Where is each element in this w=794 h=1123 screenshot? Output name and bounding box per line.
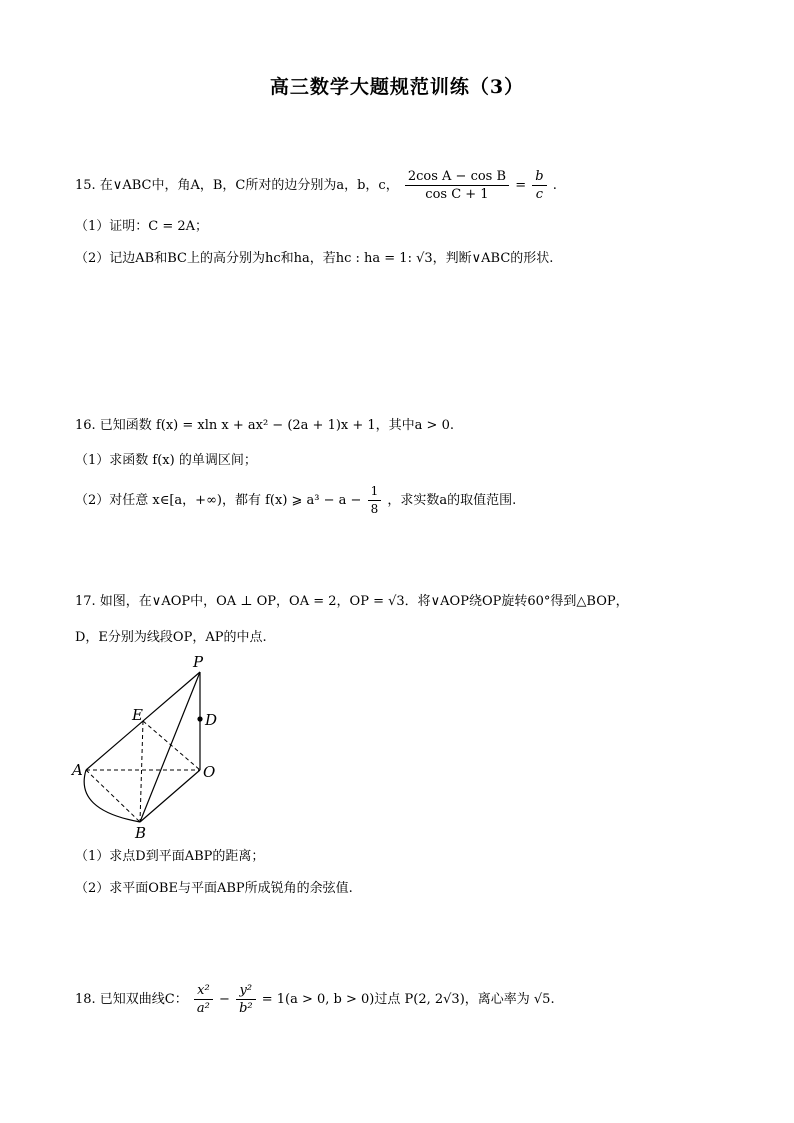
q15-rhs-denominator: c [535, 187, 544, 202]
q16-part2-text: （2）对任意 x∈[a，+∞)，都有 f(x) ⩾ a³ − a − [75, 493, 362, 508]
q16-fraction [368, 483, 382, 518]
label-A: A [72, 761, 83, 779]
q15-rhs-fraction [532, 168, 546, 203]
q15-fraction-numerator: 2cos A − cos B [405, 168, 509, 186]
q18-y-fraction [236, 982, 256, 1017]
edge-EB-dashed [140, 721, 143, 822]
label-E: E [132, 706, 143, 724]
q18-stem [75, 982, 555, 1017]
q18-x-denominator: a² [196, 1001, 210, 1016]
edge-PB [140, 672, 200, 822]
q16-fraction-numerator: 1 [368, 483, 382, 501]
q15-part2: （2）记边AB和BC上的高分别为hc和ha，若hc : ha = 1: √3，判断∨ABC的形状. [75, 251, 554, 266]
q15-equals: = [515, 178, 527, 193]
q15-fraction-denominator: cos C + 1 [425, 187, 489, 202]
q18-stem-text: 18. 已知双曲线C： [75, 992, 188, 1007]
q18-y-numerator: y² [236, 982, 256, 1000]
q15-stem [75, 168, 557, 203]
q17-stem-line1: 17. 如图，在∨AOP中，OA ⊥ OP，OA = 2，OP = √3．将∨AOP绕OP旋转60°得到△BOP， [75, 594, 629, 609]
q17-part2: （2）求平面OBE与平面ABP所成锐角的余弦值. [75, 881, 353, 896]
q16-part1: （1）求函数 f(x) 的单调区间； [75, 453, 257, 468]
q18-y-denominator: b² [239, 1001, 253, 1016]
q16-part2 [75, 483, 516, 518]
q15-fraction [405, 168, 509, 203]
edge-EO-dashed [143, 721, 200, 770]
q18-minus: − [219, 992, 230, 1007]
q16-part2-tail: ，求实数a的取值范围. [387, 493, 517, 508]
q17-stem-line2: D，E分别为线段OP，AP的中点. [75, 630, 267, 645]
label-B: B [135, 824, 147, 840]
q15-period: . [552, 178, 557, 193]
label-O: O [203, 763, 216, 781]
q15-part1: （1）证明：C = 2A； [75, 219, 209, 234]
q15-rhs-numerator: b [532, 168, 546, 186]
q17-geometry-figure [60, 650, 240, 840]
q16-stem: 16. 已知函数 f(x) = xln x + ax² − (2a + 1)x + 1，其中a > 0. [75, 418, 454, 433]
edge-OB [140, 770, 200, 822]
q18-x-numerator: x² [194, 982, 213, 1000]
q16-fraction-denominator: 8 [370, 502, 379, 516]
q18-x-fraction [194, 982, 213, 1017]
label-P: P [193, 653, 204, 671]
q17-part1: （1）求点D到平面ABP的距离； [75, 849, 265, 864]
q18-stem-tail: = 1(a > 0, b > 0)过点 P(2, 2√3)，离心率为 √5. [261, 992, 555, 1007]
point-D-dot [197, 716, 202, 721]
label-D: D [205, 711, 218, 729]
page-title: 高三数学大题规范训练（3） [269, 76, 525, 98]
q15-stem-text: 15. 在∨ABC中，角A，B，C所对的边分别为a，b，c， [75, 178, 399, 193]
